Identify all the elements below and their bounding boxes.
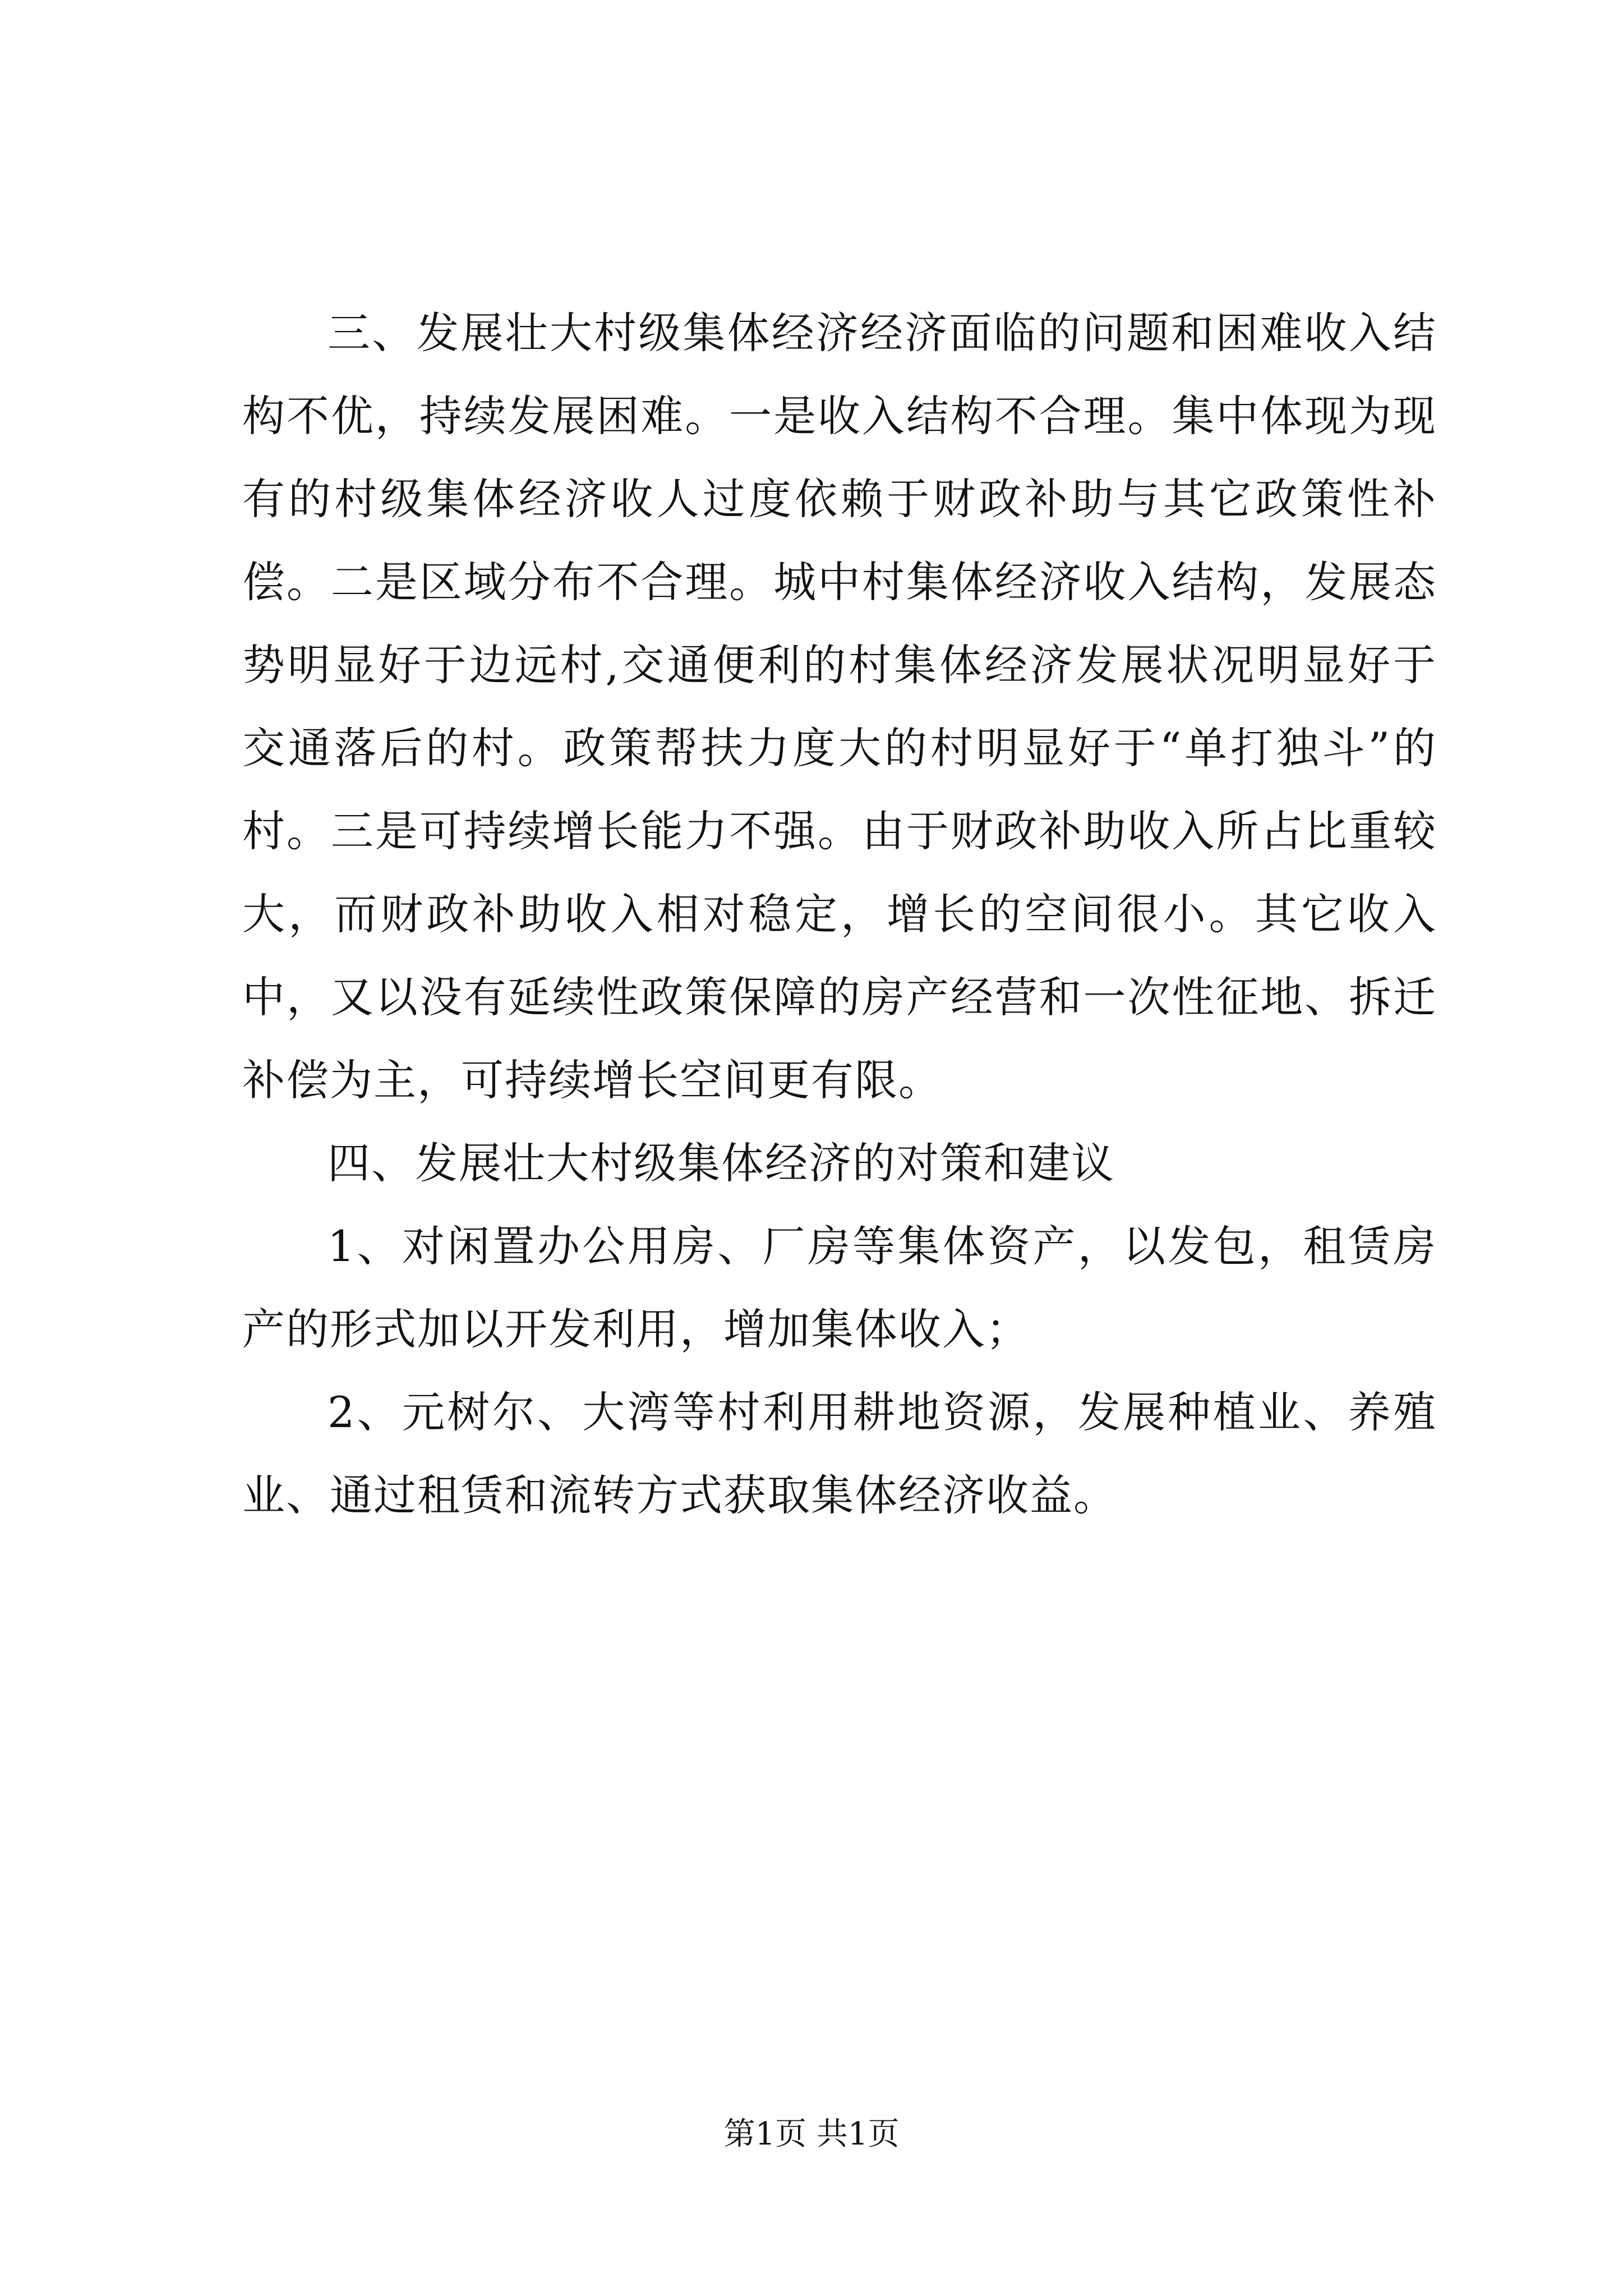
document-body <box>242 292 1437 1537</box>
paragraph-heading-measures: 四、发展壮大村级集体经济的对策和建议 <box>328 1138 1115 1188</box>
paragraph-measure-2: 2、元树尔、大湾等村利用耕地资源，发展种植业、养殖业、通过租赁和流转方式获取集体经济收益。 <box>242 1387 1437 1520</box>
page-number-label: 第1页 共1页 <box>723 2116 900 2152</box>
page-footer <box>0 2115 1623 2154</box>
paragraph-measure-1: 1、对闲置办公用房、厂房等集体资产，以发包，租赁房产的形式加以开发利用，增加集体收入； <box>242 1221 1437 1354</box>
paragraph-problems: 三、发展壮大村级集体经济经济面临的问题和困难收入结构不优，持续发展困难。一是收入结构不合理。集中体现为现有的村级集体经济收人过度依赖于财政补助与其它政策性补偿。二是区域分布不合理。城中村集体经济收入结构，发展态势明显好于边远村,交通便利的村集体经济发展状况明显好于交通落后的村。政策帮扶力度大的村明显好于“单打独斗”的村。三是可持续增长能力不强。由于财政补助收入所占比重较大，而财政补助收入相对稳定，增长的空间很小。其它收入中，又以没有延续性政策保障的房产经营和一次性征地、拆迁补偿为主，可持续增长空间更有限。 <box>242 308 1437 1105</box>
